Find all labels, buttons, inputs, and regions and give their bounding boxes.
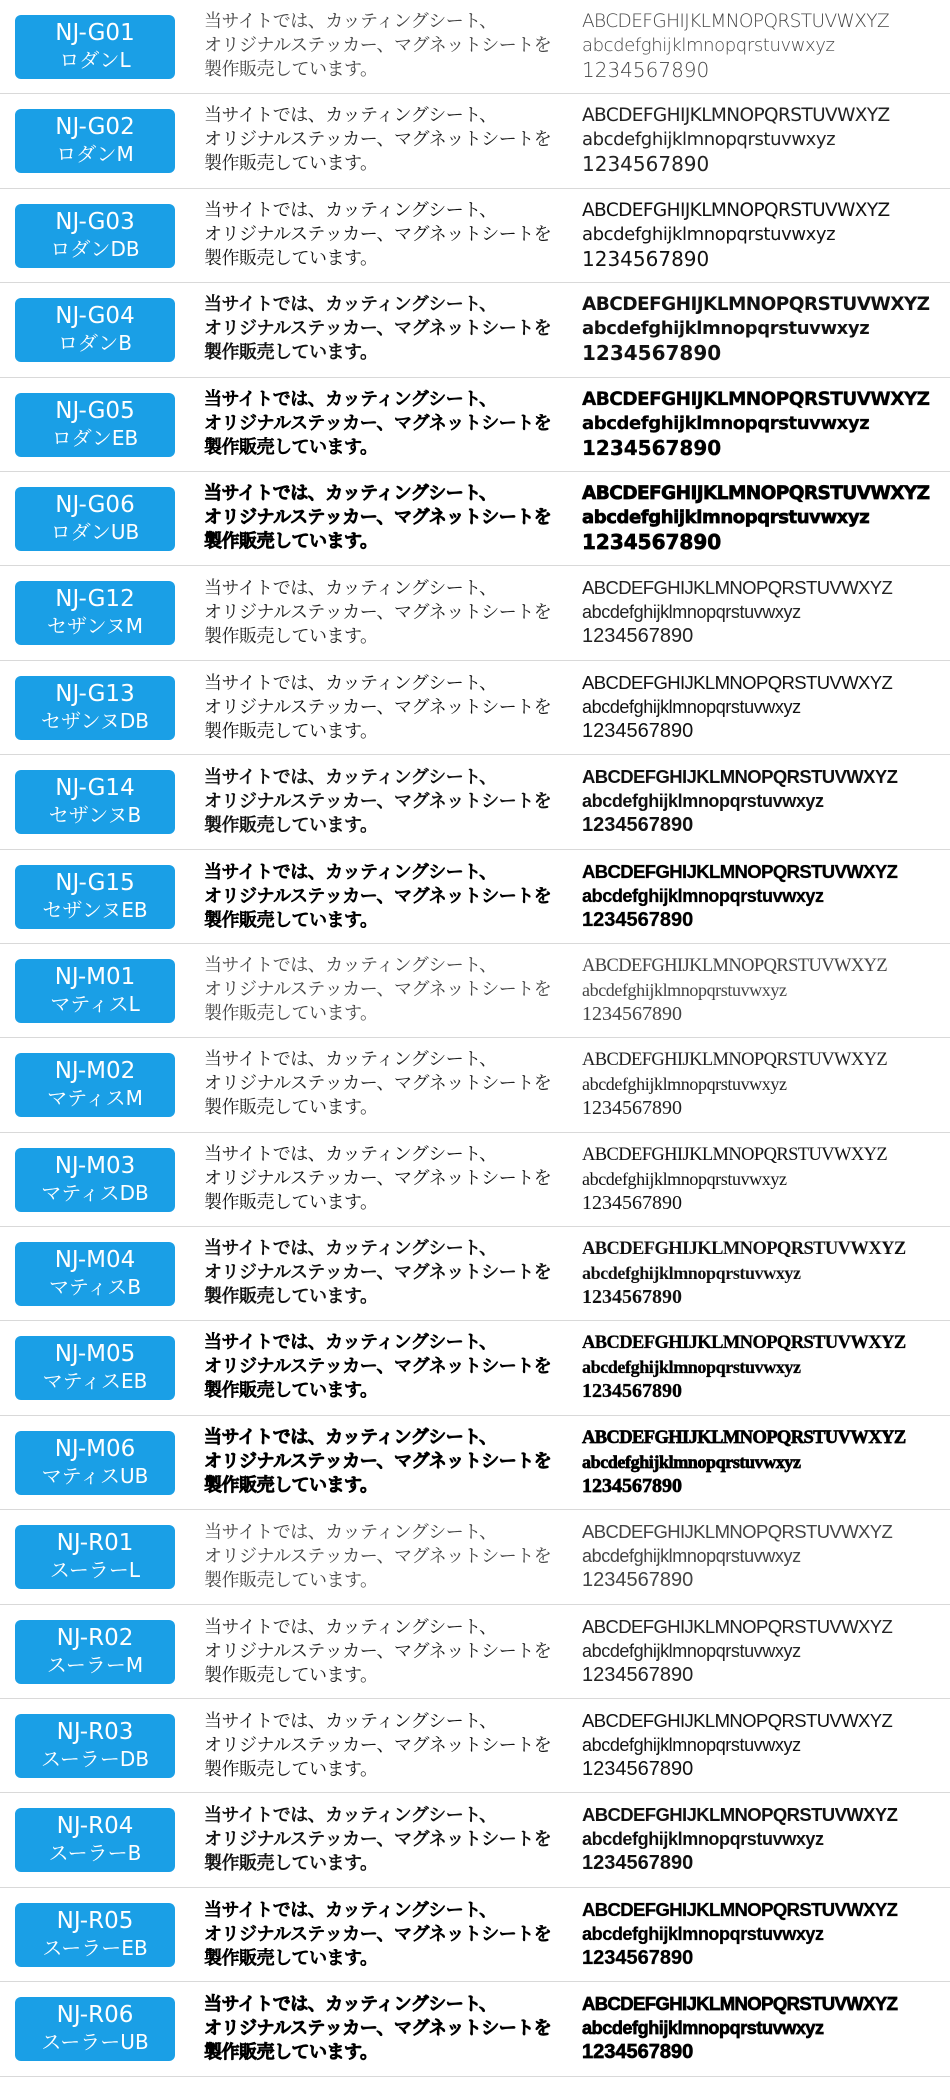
font-name: マティスM [47, 1086, 143, 1111]
japanese-sample-line-3: 製作販売しています。 [204, 2042, 378, 2063]
digits-sample: 1234567890 [582, 246, 710, 271]
font-row-nj-m03 [0, 1133, 950, 1227]
alphanumeric-sample [582, 1331, 946, 1403]
japanese-sample-line-2: オリジナルステッカー、マグネットシートを [204, 696, 552, 717]
japanese-sample-line-2: オリジナルステッカー、マグネットシートを [204, 1073, 552, 1095]
font-badge [15, 487, 175, 551]
font-badge [15, 581, 175, 645]
lowercase-sample: abcdefghijklmnopqrstuvwxyz [582, 1168, 787, 1189]
japanese-sample-line-1: 当サイトでは、カッティングシート、 [204, 1426, 497, 1448]
japanese-sample-line-1: 当サイトでは、カッティングシート、 [204, 1805, 497, 1826]
alphanumeric-sample [582, 954, 946, 1026]
font-badge [15, 204, 175, 268]
japanese-sample-line-3: 製作販売しています。 [204, 342, 378, 364]
japanese-sample [204, 1426, 574, 1498]
font-name: セザンヌB [48, 803, 142, 828]
font-name: スーラーEB [42, 1935, 148, 1960]
japanese-sample [204, 576, 574, 648]
uppercase-sample: ABCDEFGHIJKLMNOPQRSTUVWXYZ [582, 1993, 898, 2015]
japanese-sample-line-1: 当サイトでは、カッティングシート、 [204, 388, 497, 410]
japanese-sample-line-3: 製作販売しています。 [204, 1097, 378, 1119]
japanese-sample-line-1: 当サイトでは、カッティングシート、 [204, 672, 497, 693]
lowercase-sample: abcdefghijklmnopqrstuvwxyz [582, 506, 870, 528]
japanese-sample-line-1: 当サイトでは、カッティングシート、 [204, 861, 497, 882]
font-name: ロダンUB [50, 519, 140, 544]
japanese-sample [204, 1898, 574, 1970]
japanese-sample-line-3: 製作販売しています。 [204, 720, 378, 741]
font-name: マティスUB [41, 1463, 149, 1488]
japanese-sample-line-1: 当サイトでは、カッティングシート、 [204, 1049, 497, 1071]
digits-sample: 1234567890 [582, 719, 694, 742]
font-row-nj-r01 [0, 1510, 950, 1604]
uppercase-sample: ABCDEFGHIJKLMNOPQRSTUVWXYZ [582, 1144, 888, 1165]
digits-sample: 1234567890 [582, 1758, 694, 1781]
japanese-sample-line-3: 製作販売しています。 [204, 1380, 378, 1402]
font-badge [15, 1620, 175, 1684]
alphanumeric-sample [582, 1898, 946, 1970]
lowercase-sample: abcdefghijklmnopqrstuvwxyz [582, 1451, 801, 1472]
uppercase-sample: ABCDEFGHIJKLMNOPQRSTUVWXYZ [582, 1333, 906, 1354]
digits-sample: 1234567890 [582, 625, 694, 648]
font-name: マティスL [50, 991, 140, 1016]
font-name: ロダンDB [50, 236, 140, 261]
font-name: マティスEB [42, 1369, 148, 1394]
lowercase-sample: abcdefghijklmnopqrstuvwxyz [582, 223, 836, 245]
japanese-sample-line-3: 製作販売しています。 [204, 1474, 378, 1496]
japanese-sample [204, 388, 574, 460]
font-name: スーラーL [49, 1558, 141, 1583]
japanese-sample-line-3: 製作販売しています。 [204, 153, 378, 175]
alphanumeric-sample [582, 860, 946, 932]
digits-sample: 1234567890 [582, 1946, 694, 1969]
alphanumeric-sample [582, 1237, 946, 1309]
japanese-sample-line-1: 当サイトでは、カッティングシート、 [204, 1238, 497, 1260]
digits-sample: 1234567890 [582, 1286, 682, 1309]
font-name: マティスDB [41, 1180, 149, 1205]
digits-sample: 1234567890 [582, 1380, 682, 1403]
digits-sample: 1234567890 [582, 908, 694, 931]
font-badge [15, 109, 175, 173]
font-code: NJ-G02 [55, 114, 135, 141]
japanese-sample-line-1: 当サイトでは、カッティングシート、 [204, 1899, 497, 1920]
japanese-sample-line-3: 製作販売しています。 [204, 436, 378, 458]
digits-sample: 1234567890 [582, 529, 722, 554]
lowercase-sample: abcdefghijklmnopqrstuvwxyz [582, 602, 801, 623]
font-row-nj-g02 [0, 94, 950, 188]
lowercase-sample: abcdefghijklmnopqrstuvwxyz [582, 1263, 801, 1284]
digits-sample: 1234567890 [582, 58, 710, 82]
japanese-sample-line-1: 当サイトでは、カッティングシート、 [204, 199, 497, 221]
font-code: NJ-R01 [56, 1530, 134, 1557]
alphanumeric-sample [582, 1615, 946, 1687]
digits-sample: 1234567890 [582, 814, 694, 837]
font-code: NJ-R03 [56, 1719, 134, 1746]
japanese-sample-line-2: オリジナルステッカー、マグネットシートを [204, 1546, 552, 1567]
font-row-nj-m06 [0, 1416, 950, 1510]
lowercase-sample: abcdefghijklmnopqrstuvwxyz [582, 1074, 787, 1095]
uppercase-sample: ABCDEFGHIJKLMNOPQRSTUVWXYZ [582, 1239, 906, 1260]
alphanumeric-sample [582, 199, 946, 271]
font-row-nj-r06 [0, 1982, 950, 2076]
japanese-sample-line-3: 製作販売しています。 [204, 1759, 378, 1780]
font-badge [15, 1903, 175, 1967]
uppercase-sample: ABCDEFGHIJKLMNOPQRSTUVWXYZ [582, 1804, 898, 1826]
digits-sample: 1234567890 [582, 435, 722, 460]
japanese-sample [204, 104, 574, 176]
font-name: セザンヌM [46, 614, 144, 639]
font-row-nj-g14 [0, 755, 950, 849]
japanese-sample-line-3: 製作販売しています。 [204, 815, 378, 836]
japanese-sample-line-2: オリジナルステッカー、マグネットシートを [204, 1450, 552, 1472]
font-code: NJ-G14 [55, 775, 135, 802]
japanese-sample [204, 765, 574, 837]
japanese-sample-line-2: オリジナルステッカー、マグネットシートを [204, 2018, 552, 2039]
font-code: NJ-M05 [54, 1341, 136, 1368]
font-name: セザンヌEB [42, 897, 148, 922]
font-code: NJ-M04 [54, 1247, 136, 1274]
uppercase-sample: ABCDEFGHIJKLMNOPQRSTUVWXYZ [582, 1615, 893, 1637]
lowercase-sample: abcdefghijklmnopqrstuvwxyz [582, 696, 801, 717]
uppercase-sample: ABCDEFGHIJKLMNOPQRSTUVWXYZ [582, 1050, 888, 1071]
japanese-sample-line-1: 当サイトでは、カッティングシート、 [204, 954, 497, 976]
alphanumeric-sample [582, 293, 946, 365]
digits-sample: 1234567890 [582, 1474, 682, 1497]
font-badge [15, 1242, 175, 1306]
lowercase-sample: abcdefghijklmnopqrstuvwxyz [582, 2018, 824, 2039]
uppercase-sample: ABCDEFGHIJKLMNOPQRSTUVWXYZ [582, 388, 930, 410]
font-name: スーラーDB [40, 1747, 150, 1772]
font-row-nj-m05 [0, 1321, 950, 1415]
japanese-sample [204, 954, 574, 1026]
japanese-sample-line-3: 製作販売しています。 [204, 626, 378, 647]
japanese-sample [204, 1992, 574, 2064]
alphanumeric-sample [582, 10, 946, 82]
japanese-sample-line-2: オリジナルステッカー、マグネットシートを [204, 318, 552, 340]
uppercase-sample: ABCDEFGHIJKLMNOPQRSTUVWXYZ [582, 11, 890, 32]
lowercase-sample: abcdefghijklmnopqrstuvwxyz [582, 1923, 824, 1944]
font-code: NJ-M01 [54, 963, 136, 990]
uppercase-sample: ABCDEFGHIJKLMNOPQRSTUVWXYZ [582, 482, 930, 504]
font-badge [15, 15, 175, 79]
japanese-sample [204, 293, 574, 365]
font-name: スーラーUB [41, 2030, 149, 2055]
uppercase-sample: ABCDEFGHIJKLMNOPQRSTUVWXYZ [582, 671, 893, 693]
font-row-nj-m01 [0, 944, 950, 1038]
japanese-sample-line-2: オリジナルステッカー、マグネットシートを [204, 129, 552, 151]
japanese-sample-line-1: 当サイトでは、カッティングシート、 [204, 1711, 497, 1732]
font-name: ロダンL [59, 48, 131, 72]
lowercase-sample: abcdefghijklmnopqrstuvwxyz [582, 885, 824, 906]
alphanumeric-sample [582, 1426, 946, 1498]
japanese-sample-line-2: オリジナルステッカー、マグネットシートを [204, 1829, 552, 1850]
alphanumeric-sample [582, 1803, 946, 1875]
font-badge [15, 770, 175, 834]
japanese-sample-line-2: オリジナルステッカー、マグネットシートを [204, 412, 552, 434]
font-code: NJ-R02 [56, 1624, 134, 1651]
japanese-sample [204, 1048, 574, 1120]
uppercase-sample: ABCDEFGHIJKLMNOPQRSTUVWXYZ [582, 766, 898, 788]
uppercase-sample: ABCDEFGHIJKLMNOPQRSTUVWXYZ [582, 860, 898, 882]
alphanumeric-sample [582, 482, 946, 554]
font-code: NJ-G05 [55, 397, 135, 424]
font-badge [15, 1808, 175, 1872]
lowercase-sample: abcdefghijklmnopqrstuvwxyz [582, 1829, 824, 1850]
font-name: ロダンM [56, 142, 134, 167]
japanese-sample [204, 1709, 574, 1781]
alphanumeric-sample [582, 1048, 946, 1120]
japanese-sample-line-2: オリジナルステッカー、マグネットシートを [204, 1356, 552, 1378]
japanese-sample-line-3: 製作販売しています。 [204, 1853, 378, 1874]
japanese-sample-line-1: 当サイトでは、カッティングシート、 [204, 1522, 497, 1543]
font-name: ロダンB [58, 331, 132, 356]
japanese-sample-line-2: オリジナルステッカー、マグネットシートを [204, 35, 552, 56]
font-row-nj-g13 [0, 661, 950, 755]
japanese-sample-line-2: オリジナルステッカー、マグネットシートを [204, 223, 552, 245]
japanese-sample-line-1: 当サイトでは、カッティングシート、 [204, 11, 497, 32]
japanese-sample-line-1: 当サイトでは、カッティングシート、 [204, 1143, 497, 1165]
digits-sample: 1234567890 [582, 1852, 694, 1875]
lowercase-sample: abcdefghijklmnopqrstuvwxyz [582, 979, 787, 1000]
japanese-sample [204, 671, 574, 743]
alphanumeric-sample [582, 1992, 946, 2064]
uppercase-sample: ABCDEFGHIJKLMNOPQRSTUVWXYZ [582, 294, 930, 316]
alphanumeric-sample [582, 576, 946, 648]
font-badge [15, 1997, 175, 2061]
font-code: NJ-G03 [55, 208, 135, 235]
font-code: NJ-G01 [55, 20, 135, 46]
font-badge [15, 1148, 175, 1212]
uppercase-sample: ABCDEFGHIJKLMNOPQRSTUVWXYZ [582, 1898, 898, 1920]
japanese-sample-line-3: 製作販売しています。 [204, 530, 378, 552]
lowercase-sample: abcdefghijklmnopqrstuvwxyz [582, 1640, 801, 1661]
font-row-nj-m04 [0, 1227, 950, 1321]
japanese-sample-line-2: オリジナルステッカー、マグネットシートを [204, 791, 552, 812]
japanese-sample-line-3: 製作販売しています。 [204, 1570, 378, 1591]
japanese-sample-line-2: オリジナルステッカー、マグネットシートを [204, 978, 552, 1000]
japanese-sample [204, 1520, 574, 1592]
font-badge [15, 393, 175, 457]
font-badge [15, 1053, 175, 1117]
japanese-sample-line-3: 製作販売しています。 [204, 1664, 378, 1685]
uppercase-sample: ABCDEFGHIJKLMNOPQRSTUVWXYZ [582, 105, 890, 127]
font-name: ロダンEB [51, 425, 139, 450]
font-row-nj-g05 [0, 378, 950, 472]
font-row-nj-r02 [0, 1605, 950, 1699]
japanese-sample [204, 1331, 574, 1403]
lowercase-sample: abcdefghijklmnopqrstuvwxyz [582, 791, 824, 812]
japanese-sample-line-1: 当サイトでは、カッティングシート、 [204, 767, 497, 788]
font-name: スーラーM [46, 1652, 144, 1677]
font-code: NJ-G15 [55, 869, 135, 896]
font-code: NJ-G12 [55, 586, 135, 613]
japanese-sample-line-2: オリジナルステッカー、マグネットシートを [204, 885, 552, 906]
font-code: NJ-G13 [55, 680, 135, 707]
font-badge [15, 298, 175, 362]
japanese-sample-line-2: オリジナルステッカー、マグネットシートを [204, 1923, 552, 1944]
font-row-nj-g15 [0, 850, 950, 944]
japanese-sample-line-3: 製作販売しています。 [204, 1947, 378, 1968]
font-name: セザンヌDB [41, 708, 149, 733]
font-name: スーラーB [48, 1841, 142, 1866]
digits-sample: 1234567890 [582, 1097, 682, 1120]
lowercase-sample: abcdefghijklmnopqrstuvwxyz [582, 129, 836, 151]
font-badge [15, 676, 175, 740]
font-row-nj-r03 [0, 1699, 950, 1793]
font-code: NJ-M03 [54, 1152, 136, 1179]
uppercase-sample: ABCDEFGHIJKLMNOPQRSTUVWXYZ [582, 955, 888, 976]
font-badge [15, 959, 175, 1023]
font-row-nj-g03 [0, 189, 950, 283]
alphanumeric-sample [582, 1520, 946, 1592]
font-row-nj-g01 [0, 0, 950, 94]
lowercase-sample: abcdefghijklmnopqrstuvwxyz [582, 318, 870, 340]
alphanumeric-sample [582, 104, 946, 176]
japanese-sample-line-1: 当サイトでは、カッティングシート、 [204, 294, 497, 316]
japanese-sample-line-3: 製作販売しています。 [204, 1002, 378, 1024]
alphanumeric-sample [582, 1709, 946, 1781]
uppercase-sample: ABCDEFGHIJKLMNOPQRSTUVWXYZ [582, 1427, 906, 1448]
japanese-sample-line-3: 製作販売しています。 [204, 247, 378, 269]
japanese-sample-line-2: オリジナルステッカー、マグネットシートを [204, 1735, 552, 1756]
font-row-nj-g12 [0, 566, 950, 660]
japanese-sample-line-2: オリジナルステッカー、マグネットシートを [204, 1262, 552, 1284]
japanese-sample [204, 199, 574, 271]
digits-sample: 1234567890 [582, 1663, 694, 1686]
digits-sample: 1234567890 [582, 152, 710, 177]
japanese-sample [204, 1237, 574, 1309]
lowercase-sample: abcdefghijklmnopqrstuvwxyz [582, 35, 835, 56]
font-row-nj-m02 [0, 1038, 950, 1132]
font-row-nj-r05 [0, 1888, 950, 1982]
japanese-sample [204, 482, 574, 554]
japanese-sample-line-3: 製作販売しています。 [204, 1191, 378, 1213]
lowercase-sample: abcdefghijklmnopqrstuvwxyz [582, 412, 870, 434]
font-badge [15, 1525, 175, 1589]
japanese-sample-line-3: 製作販売しています。 [204, 909, 378, 930]
japanese-sample-line-1: 当サイトでは、カッティングシート、 [204, 578, 497, 599]
lowercase-sample: abcdefghijklmnopqrstuvwxyz [582, 1735, 801, 1756]
japanese-sample [204, 1143, 574, 1215]
japanese-sample-line-1: 当サイトでは、カッティングシート、 [204, 482, 497, 504]
font-row-nj-g04 [0, 283, 950, 377]
font-code: NJ-M06 [54, 1435, 136, 1462]
font-badge [15, 1336, 175, 1400]
alphanumeric-sample [582, 388, 946, 460]
japanese-sample-line-3: 製作販売しています。 [204, 59, 378, 80]
digits-sample: 1234567890 [582, 1002, 682, 1025]
uppercase-sample: ABCDEFGHIJKLMNOPQRSTUVWXYZ [582, 577, 893, 599]
font-badge [15, 1714, 175, 1778]
lowercase-sample: abcdefghijklmnopqrstuvwxyz [582, 1546, 801, 1567]
japanese-sample-line-1: 当サイトでは、カッティングシート、 [204, 1616, 497, 1637]
digits-sample: 1234567890 [582, 1569, 694, 1592]
alphanumeric-sample [582, 671, 946, 743]
font-code: NJ-R05 [56, 1907, 134, 1934]
digits-sample: 1234567890 [582, 341, 722, 366]
japanese-sample [204, 1803, 574, 1875]
font-code: NJ-G06 [55, 491, 135, 518]
uppercase-sample: ABCDEFGHIJKLMNOPQRSTUVWXYZ [582, 1521, 893, 1543]
japanese-sample [204, 1615, 574, 1687]
uppercase-sample: ABCDEFGHIJKLMNOPQRSTUVWXYZ [582, 199, 890, 221]
japanese-sample-line-1: 当サイトでは、カッティングシート、 [204, 1332, 497, 1354]
alphanumeric-sample [582, 1143, 946, 1215]
font-row-nj-r04 [0, 1793, 950, 1887]
font-badge [15, 1431, 175, 1495]
japanese-sample-line-2: オリジナルステッカー、マグネットシートを [204, 602, 552, 623]
font-code: NJ-R06 [56, 2002, 134, 2029]
japanese-sample-line-3: 製作販売しています。 [204, 1286, 378, 1308]
japanese-sample-line-1: 当サイトでは、カッティングシート、 [204, 1994, 497, 2015]
japanese-sample [204, 860, 574, 932]
japanese-sample-line-2: オリジナルステッカー、マグネットシートを [204, 1640, 552, 1661]
font-code: NJ-G04 [55, 303, 135, 330]
japanese-sample [204, 10, 574, 82]
font-name: マティスB [48, 1275, 142, 1300]
digits-sample: 1234567890 [582, 2041, 694, 2064]
font-badge [15, 865, 175, 929]
uppercase-sample: ABCDEFGHIJKLMNOPQRSTUVWXYZ [582, 1710, 893, 1732]
alphanumeric-sample [582, 765, 946, 837]
font-row-nj-g06 [0, 472, 950, 566]
font-code: NJ-R04 [56, 1813, 134, 1840]
digits-sample: 1234567890 [582, 1191, 682, 1214]
japanese-sample-line-2: オリジナルステッカー、マグネットシートを [204, 506, 552, 528]
japanese-sample-line-2: オリジナルステッカー、マグネットシートを [204, 1167, 552, 1189]
japanese-sample-line-1: 当サイトでは、カッティングシート、 [204, 105, 497, 127]
font-code: NJ-M02 [54, 1058, 136, 1085]
lowercase-sample: abcdefghijklmnopqrstuvwxyz [582, 1357, 801, 1378]
